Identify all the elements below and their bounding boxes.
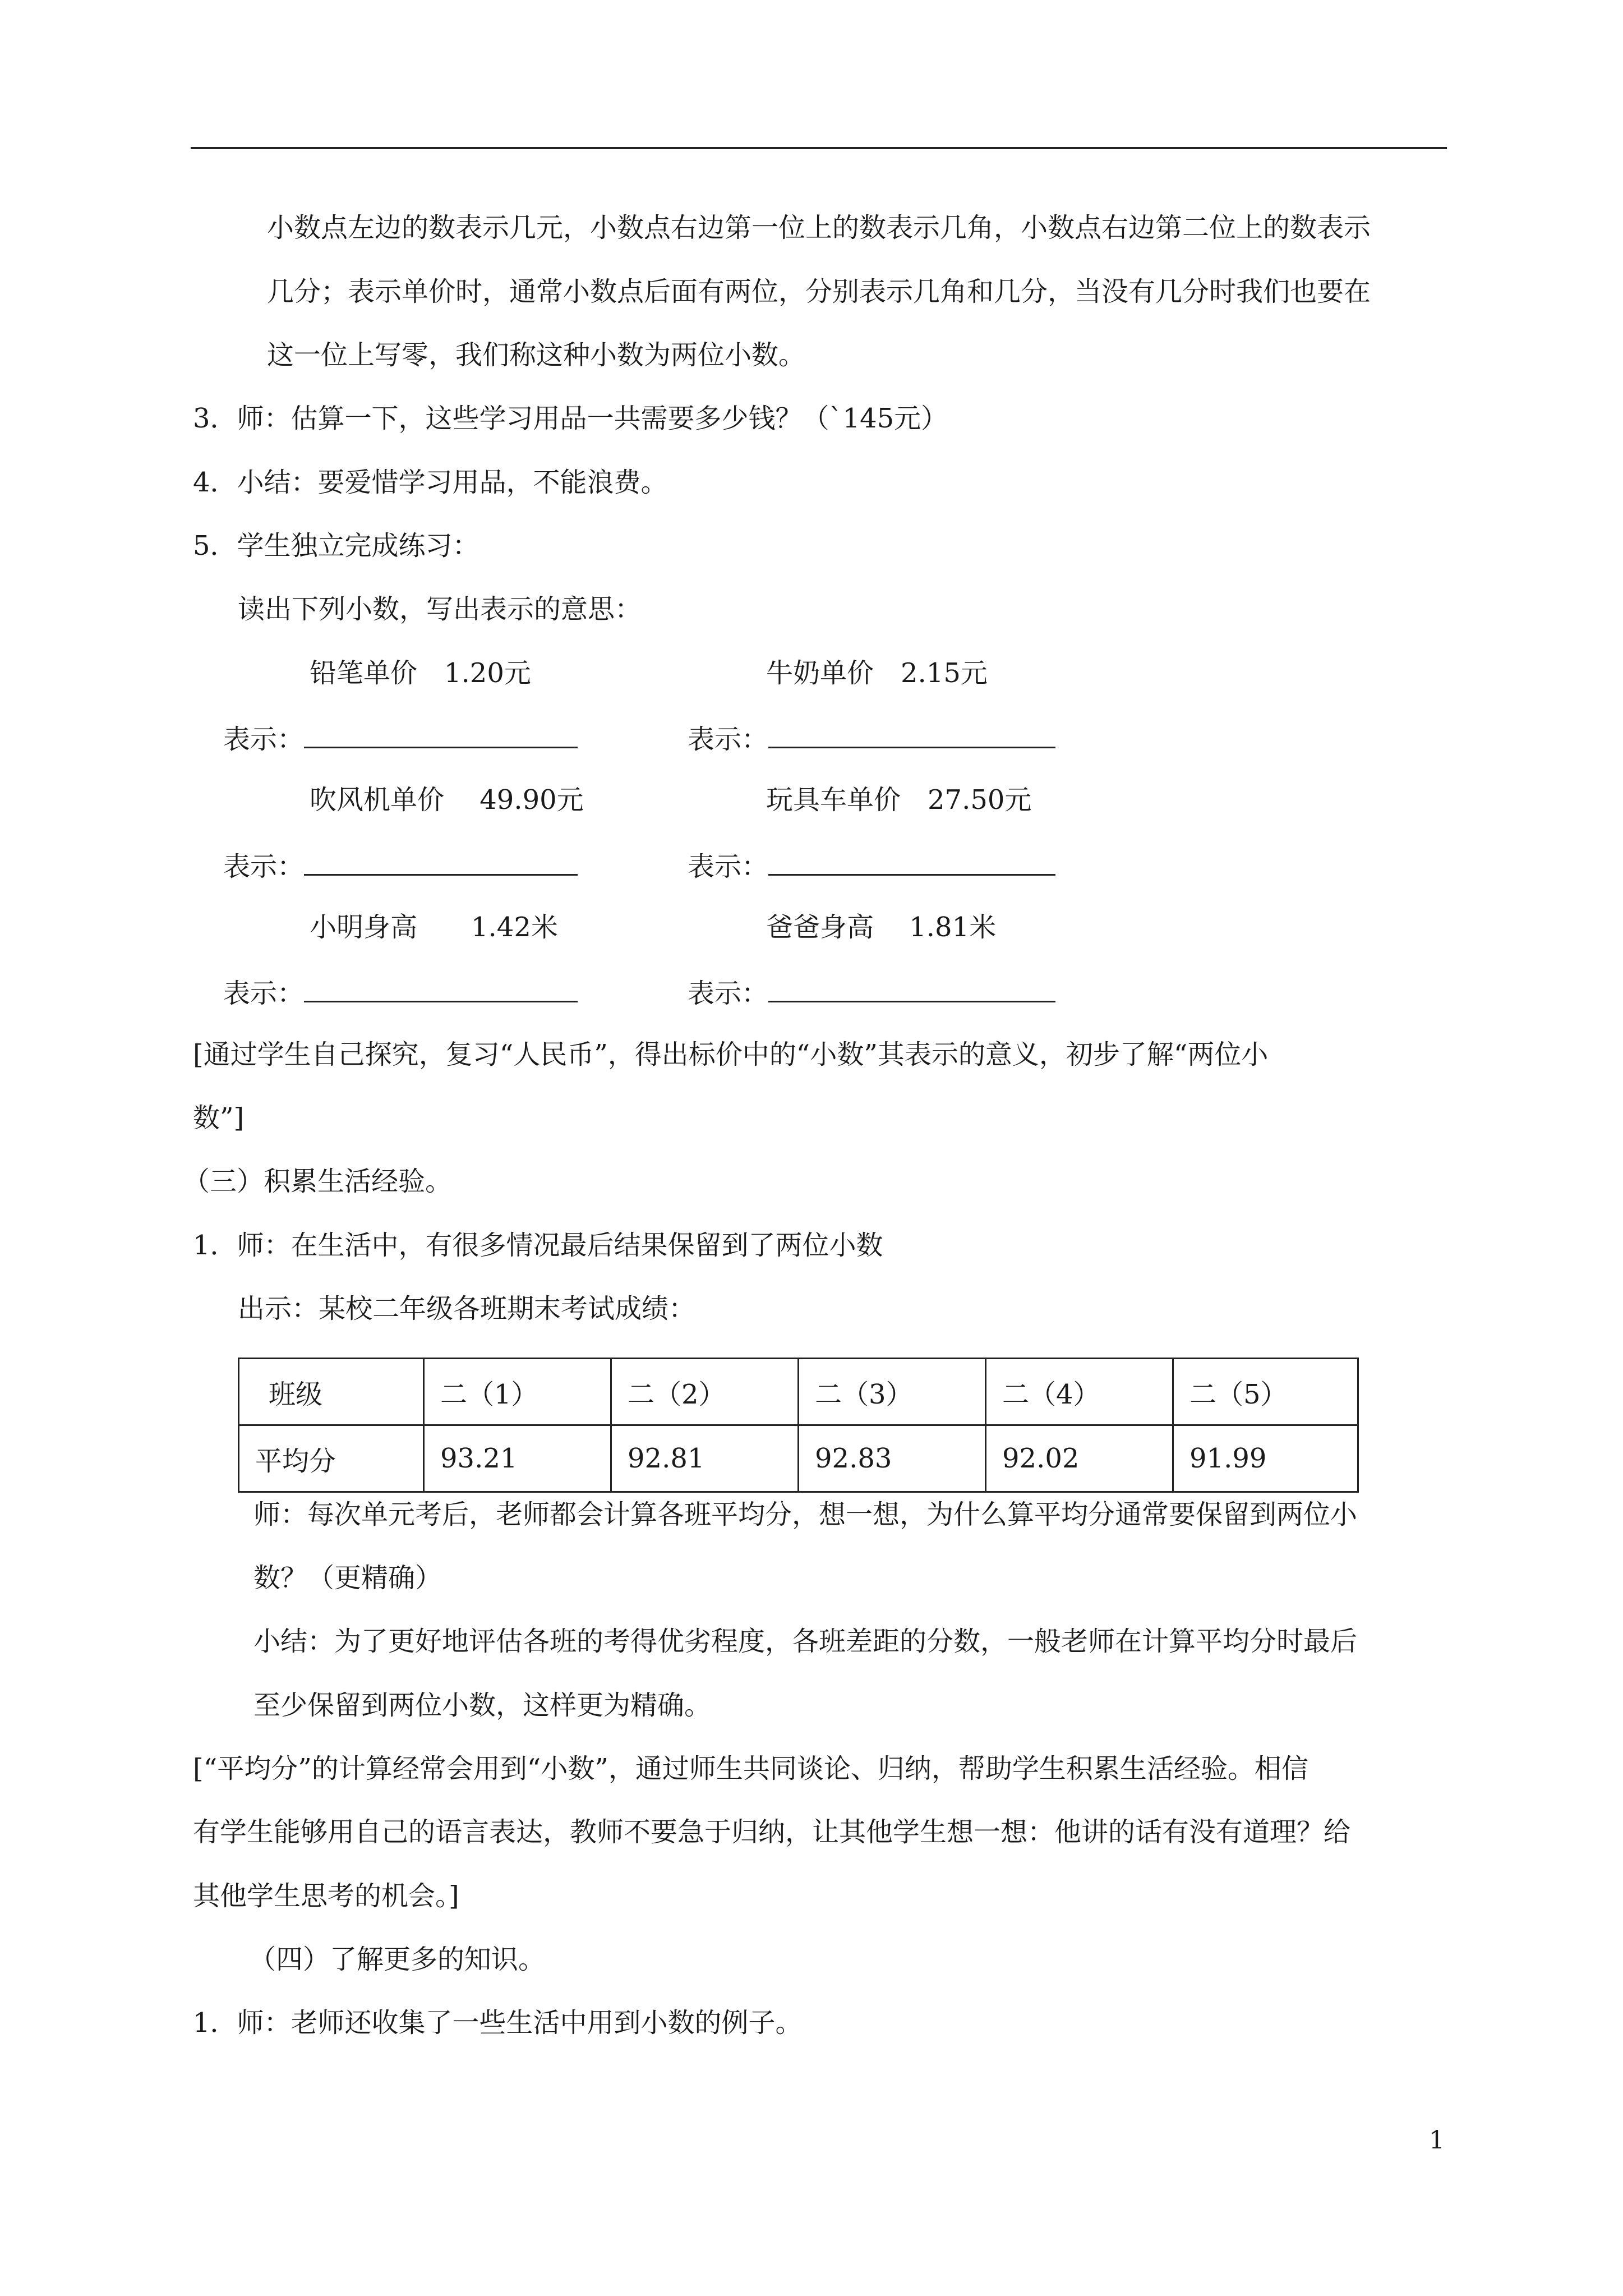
- exercise-item-toycar: 玩具车单价 27.50元: [766, 784, 1032, 816]
- represent-row-1-left: [223, 720, 578, 756]
- table-cell: 93.21: [424, 1425, 611, 1492]
- note-2-line-2: 有学生能够用自己的语言表达，教师不要急于归纳，让其他学生想一想：他讲的话有没有道理？给: [193, 1816, 1351, 1848]
- section-3-title: （三）积累生活经验。: [183, 1166, 453, 1197]
- table-cell: 二（4）: [986, 1359, 1173, 1425]
- table-row: [239, 1425, 1358, 1492]
- table-cell: 二（3）: [799, 1359, 986, 1425]
- represent-row-3-left: [223, 974, 578, 1010]
- exercise-item-hairdryer: 吹风机单价 49.90元: [310, 784, 584, 816]
- represent-row-1-right: [688, 720, 1055, 756]
- page-number: 1: [1429, 2126, 1445, 2155]
- exercise-item-pencil: 铅笔单价 1.20元: [310, 657, 531, 689]
- table-cell: 92.83: [799, 1425, 986, 1492]
- note-2-line-3: 其他学生思考的机会。]: [193, 1880, 459, 1912]
- represent-row-3-right: [688, 974, 1055, 1010]
- answer-blank[interactable]: [768, 720, 1055, 748]
- summary-line-2: 至少保留到两位小数，这样更为精确。: [253, 1690, 712, 1721]
- intro-line-2: 几分；表示单价时，通常小数点后面有两位，分别表示几角和几分，当没有几分时我们也要在: [267, 276, 1371, 307]
- represent-row-2-right: [688, 847, 1055, 884]
- note-1-line-2: 数”]: [193, 1102, 245, 1134]
- summary-line-1: 小结：为了更好地评估各班的考得优劣程度，各班差距的分数，一般老师在计算平均分时最后: [253, 1626, 1358, 1657]
- answer-blank[interactable]: [304, 847, 578, 876]
- exercise-item-milk: 牛奶单价 2.15元: [766, 657, 988, 689]
- table-cell: 92.02: [986, 1425, 1173, 1492]
- represent-label: 表示：: [223, 724, 305, 755]
- table-cell: 92.81: [611, 1425, 799, 1492]
- teacher-question-line-1: 师：每次单元考后，老师都会计算各班平均分，想一想，为什么算平均分通常要保留到两位小: [253, 1499, 1358, 1530]
- answer-blank[interactable]: [768, 974, 1055, 1002]
- section-4-item-1: 1．师：老师还收集了一些生活中用到小数的例子。: [193, 2007, 803, 2039]
- table-cell: 91.99: [1173, 1425, 1358, 1492]
- answer-blank[interactable]: [304, 974, 578, 1002]
- section-3-item-1: 1．师：在生活中，有很多情况最后结果保留到了两位小数: [193, 1230, 883, 1261]
- table-cell: 平均分: [239, 1425, 424, 1492]
- header-rule: [191, 147, 1447, 149]
- class-scores-table: [238, 1358, 1359, 1493]
- table-cell: 班级: [239, 1359, 424, 1425]
- section-3-show: 出示：某校二年级各班期末考试成绩：: [238, 1293, 696, 1324]
- item-4: 4．小结：要爱惜学习用品，不能浪费。: [193, 467, 668, 498]
- item-5: 5．学生独立完成练习：: [193, 530, 479, 562]
- table-header-row: [239, 1359, 1358, 1425]
- represent-row-2-left: [223, 847, 578, 884]
- represent-label: 表示：: [688, 978, 769, 1009]
- intro-line-1: 小数点左边的数表示几元，小数点右边第一位上的数表示几角，小数点右边第二位上的数表示: [267, 212, 1371, 243]
- table-cell: 二（2）: [611, 1359, 799, 1425]
- intro-line-3: 这一位上写零，我们称这种小数为两位小数。: [267, 339, 806, 371]
- item-3: 3．师：估算一下，这些学习用品一共需要多少钱？（`145元）: [193, 403, 948, 434]
- note-2-line-1: [“平均分”的计算经常会用到“小数”，通过师生共同谈论、归纳，帮助学生积累生活经验。相信: [193, 1753, 1308, 1784]
- represent-label: 表示：: [688, 851, 769, 882]
- table-cell: 二（1）: [424, 1359, 611, 1425]
- exercise-item-dad-height: 爸爸身高 1.81米: [766, 912, 997, 943]
- answer-blank[interactable]: [768, 847, 1055, 876]
- answer-blank[interactable]: [304, 720, 578, 748]
- represent-label: 表示：: [223, 978, 305, 1009]
- table-cell: 二（5）: [1173, 1359, 1358, 1425]
- section-4-title: （四）了解更多的知识。: [249, 1944, 546, 1975]
- note-1-line-1: [通过学生自己探究，复习“人民币”，得出标价中的“小数”其表示的意义，初步了解“两位小: [193, 1039, 1269, 1070]
- represent-label: 表示：: [223, 851, 305, 882]
- exercise-prompt: 读出下列小数，写出表示的意思：: [238, 593, 642, 625]
- exercise-item-xiaoming-height: 小明身高 1.42米: [310, 912, 558, 943]
- represent-label: 表示：: [688, 724, 769, 755]
- teacher-question-line-2: 数？（更精确）: [253, 1562, 442, 1594]
